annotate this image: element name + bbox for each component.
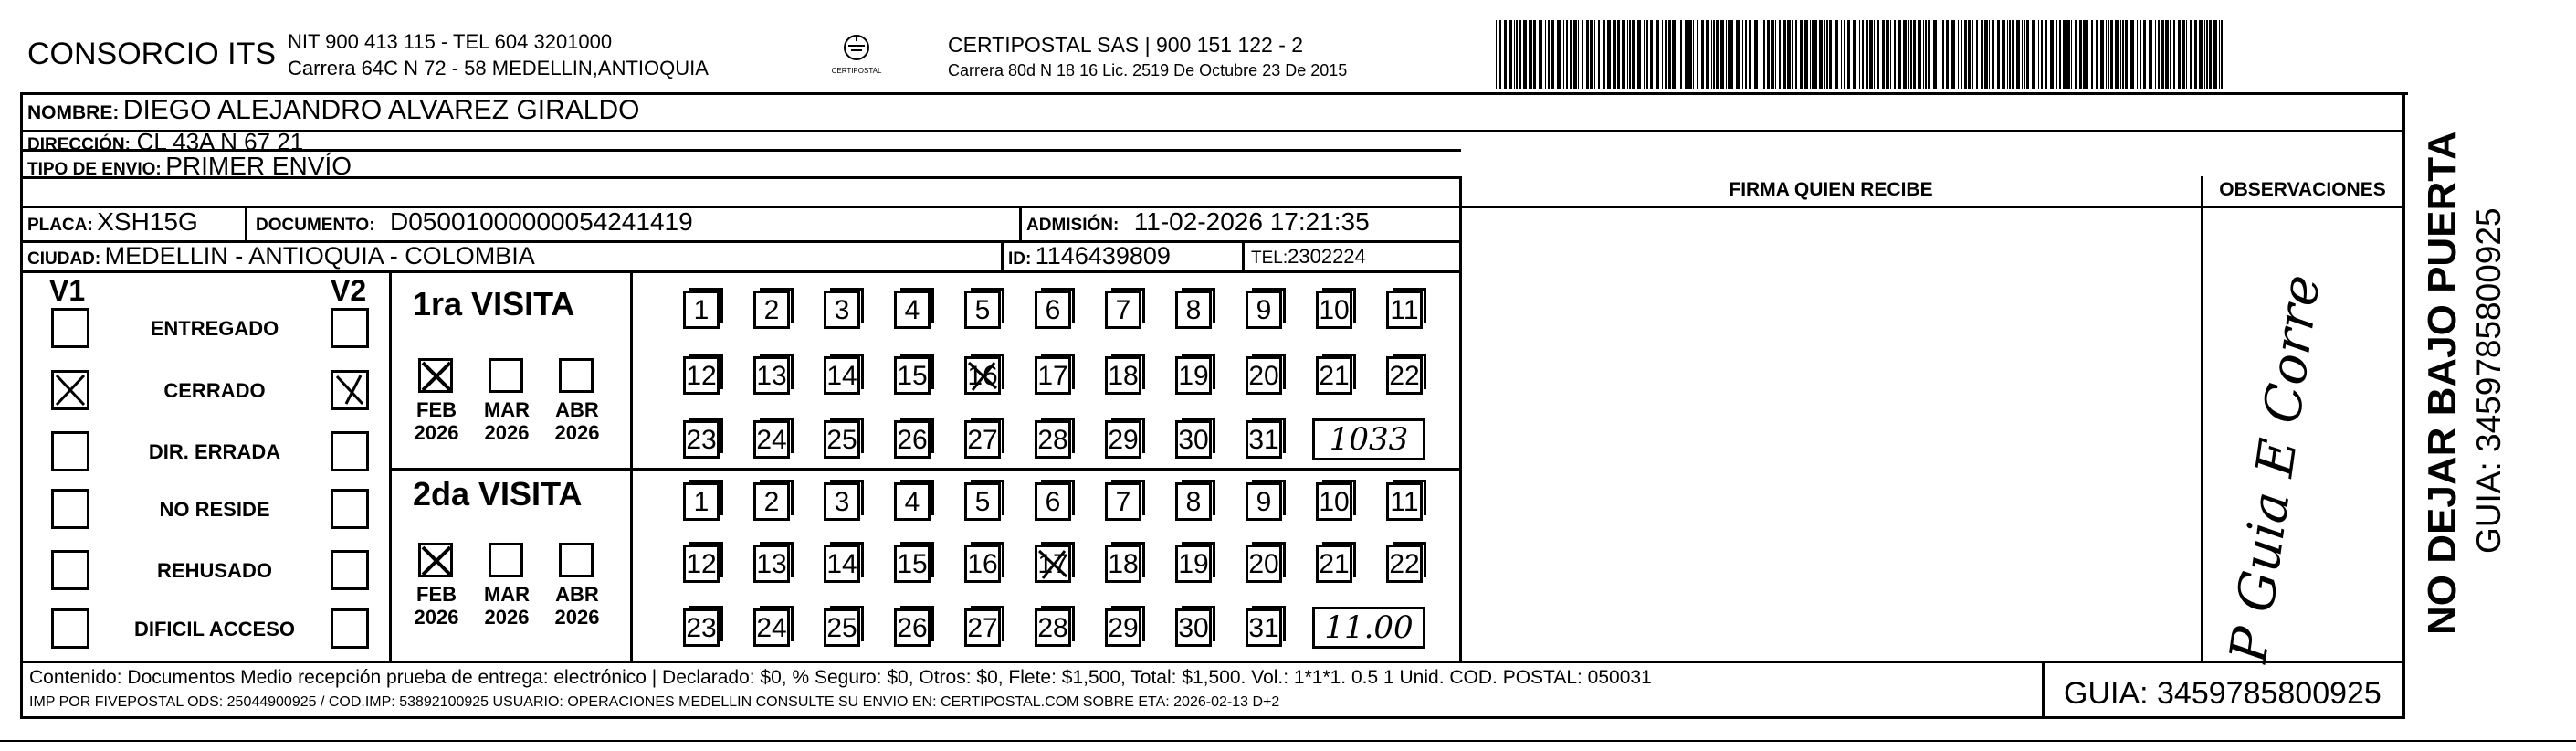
handwritten-time: 11.00 — [1324, 609, 1414, 646]
v2-checkbox[interactable] — [331, 308, 369, 348]
day-box-26[interactable] — [894, 420, 931, 459]
day-box-11[interactable] — [1386, 291, 1423, 329]
x-mark-icon — [1037, 547, 1068, 589]
day-number: 20 — [1248, 361, 1279, 391]
day-number: 28 — [1037, 613, 1068, 643]
direccion-value: CL 43A N 67 21 — [136, 128, 304, 155]
day-number: 30 — [1178, 613, 1209, 643]
month-label — [550, 398, 605, 444]
nombre-label: NOMBRE: — [27, 102, 120, 123]
documento-row — [256, 207, 693, 237]
tel-row — [1251, 245, 1366, 269]
month-label — [409, 398, 464, 444]
courier-line1: CERTIPOSTAL SAS | 900 151 122 - 2 — [948, 33, 1304, 57]
x-mark-icon — [421, 361, 452, 392]
day-box-20[interactable] — [1246, 545, 1282, 583]
day-box-6[interactable] — [1035, 482, 1071, 521]
day-box-17[interactable] — [1035, 356, 1071, 395]
day-box-8[interactable] — [1175, 482, 1212, 521]
day-number: 3 — [834, 295, 850, 325]
day-box-7[interactable] — [1105, 291, 1141, 329]
day-number: 19 — [1178, 549, 1209, 579]
courier-line2: Carrera 80d N 18 16 Lic. 2519 De Octubre 23 De 2015 — [948, 61, 1348, 79]
nombre-row — [27, 95, 640, 126]
month-checkbox-abr[interactable] — [559, 358, 594, 393]
month-year: 2026 — [484, 606, 530, 629]
company-nit: NIT 900 413 115 - TEL 604 3201000 — [288, 30, 613, 53]
day-number: 22 — [1389, 549, 1420, 579]
time-box[interactable] — [1312, 418, 1425, 460]
status-label: NO RESIDE — [159, 498, 270, 521]
certipostal-logo — [831, 33, 882, 75]
day-box-9[interactable] — [1246, 482, 1282, 521]
v1-checkbox[interactable] — [51, 489, 89, 529]
day-box-30[interactable] — [1175, 608, 1212, 647]
day-number: 20 — [1248, 549, 1279, 579]
v2-checkbox[interactable] — [331, 370, 369, 410]
certipostal-logo-icon — [840, 33, 873, 62]
day-box-9[interactable] — [1246, 291, 1282, 329]
month-checkbox-mar[interactable] — [489, 358, 523, 393]
status-label: REHUSADO — [157, 559, 272, 582]
day-number: 11 — [1390, 487, 1419, 517]
day-number: 7 — [1115, 295, 1131, 325]
ciudad-value: MEDELLIN - ANTIOQUIA - COLOMBIA — [104, 242, 535, 270]
day-number: 17 — [1037, 361, 1068, 391]
month-name: MAR — [483, 583, 531, 606]
day-number: 19 — [1178, 361, 1209, 391]
day-box-6[interactable] — [1035, 291, 1071, 329]
time-box[interactable] — [1312, 607, 1425, 649]
day-box-21[interactable] — [1316, 356, 1352, 395]
month-label — [409, 583, 464, 629]
admision-row — [1026, 207, 1370, 237]
day-number: 3 — [834, 487, 850, 517]
id-value: 1146439809 — [1035, 242, 1171, 270]
day-number: 13 — [756, 361, 787, 391]
month-year: 2026 — [554, 606, 600, 629]
day-box-25[interactable] — [824, 420, 860, 459]
placa-label: PLACA: — [27, 216, 93, 235]
logo-text: CERTIPOSTAL — [831, 67, 882, 75]
ciudad-row — [27, 242, 535, 270]
observations-handwriting: P Guia E Corre — [2219, 270, 2332, 667]
month-name: FEB — [416, 398, 457, 421]
day-number: 4 — [904, 487, 920, 517]
placa-value: XSH15G — [97, 207, 198, 236]
day-number: 1 — [693, 295, 710, 325]
day-box-22[interactable] — [1386, 356, 1423, 395]
month-name: ABR — [555, 398, 599, 421]
day-box-13[interactable] — [753, 356, 790, 395]
day-number: 10 — [1319, 295, 1350, 325]
x-mark-icon — [54, 373, 87, 407]
tipo-label: TIPO DE ENVIO: — [27, 160, 162, 179]
day-number: 8 — [1185, 295, 1202, 325]
day-box-17[interactable] — [1035, 545, 1071, 583]
day-number: 15 — [897, 549, 928, 579]
day-box-24[interactable] — [753, 420, 790, 459]
company-name: CONSORCIO ITS — [27, 37, 277, 71]
day-number: 6 — [1045, 487, 1061, 517]
day-box-26[interactable] — [894, 608, 931, 647]
day-box-14[interactable] — [824, 356, 860, 395]
day-box-30[interactable] — [1175, 420, 1212, 459]
month-label — [550, 583, 605, 629]
footer-line1: Contenido: Documentos Medio recepción prueba de entrega: electrónico | Declarado: $0, % Seguro: $0, Otros: $0, Flete: $1,500, Total: $1,500. Vol.: 1*1*1. 0.5 1 Unid. COD. POSTAL: 050031 — [29, 667, 1652, 688]
day-box-21[interactable] — [1316, 545, 1352, 583]
firma-header: FIRMA QUIEN RECIBE — [1729, 179, 1933, 200]
v2-label: V2 — [331, 274, 367, 307]
day-box-13[interactable] — [753, 545, 790, 583]
day-box-16[interactable] — [964, 545, 1001, 583]
day-box-25[interactable] — [824, 608, 860, 647]
v2-checkbox[interactable] — [331, 489, 369, 529]
day-number: 15 — [897, 361, 928, 391]
day-box-3[interactable] — [824, 291, 860, 329]
day-box-4[interactable] — [894, 482, 931, 521]
day-box-15[interactable] — [894, 545, 931, 583]
day-number: 31 — [1248, 613, 1279, 643]
day-number: 14 — [826, 549, 857, 579]
day-number: 24 — [756, 613, 787, 643]
v2-checkbox[interactable] — [331, 608, 369, 649]
day-box-31[interactable] — [1246, 608, 1282, 647]
day-number: 7 — [1115, 487, 1131, 517]
day-number: 26 — [897, 425, 928, 455]
day-box-12[interactable] — [683, 545, 720, 583]
day-box-4[interactable] — [894, 291, 931, 329]
day-box-23[interactable] — [683, 420, 720, 459]
ciudad-label: CIUDAD: — [27, 249, 101, 269]
month-checkbox-abr[interactable] — [559, 543, 594, 577]
day-box-27[interactable] — [964, 420, 1001, 459]
month-name: MAR — [483, 398, 531, 421]
check-mark-icon — [333, 373, 366, 407]
day-number: 16 — [967, 361, 998, 391]
day-number: 18 — [1108, 549, 1139, 579]
placa-row — [27, 207, 198, 237]
day-number: 29 — [1108, 613, 1139, 643]
day-box-31[interactable] — [1246, 420, 1282, 459]
day-number: 21 — [1319, 549, 1350, 579]
company-address: Carrera 64C N 72 - 58 MEDELLIN,ANTIOQUIA — [288, 57, 709, 79]
admision-value: 11-02-2026 17:21:35 — [1133, 207, 1370, 236]
status-label: DIFICIL ACCESO — [133, 618, 295, 640]
day-number: 23 — [686, 613, 717, 643]
day-number: 5 — [974, 487, 991, 517]
month-year: 2026 — [414, 606, 459, 629]
x-mark-icon — [967, 359, 998, 401]
day-box-2[interactable] — [753, 482, 790, 521]
direccion-label: DIRECCIÓN: — [27, 135, 131, 154]
day-box-1[interactable] — [683, 291, 720, 329]
day-number: 11 — [1390, 295, 1419, 325]
side-guia: GUIA: 3459785800925 — [2470, 207, 2508, 554]
day-number: 31 — [1248, 425, 1279, 455]
documento-value: D05001000000054241419 — [390, 207, 693, 236]
day-number: 23 — [686, 425, 717, 455]
month-name: ABR — [555, 583, 599, 606]
day-number: 13 — [756, 549, 787, 579]
day-box-20[interactable] — [1246, 356, 1282, 395]
day-number: 26 — [897, 613, 928, 643]
day-number: 22 — [1389, 361, 1420, 391]
day-number: 12 — [686, 549, 717, 579]
v1-checkbox[interactable] — [51, 608, 89, 649]
id-label: ID: — [1008, 249, 1032, 269]
month-year: 2026 — [484, 421, 530, 444]
footer-guia: GUIA: 3459785800925 — [2064, 676, 2381, 711]
id-row — [1008, 242, 1171, 270]
tel-value: 2302224 — [1288, 245, 1366, 268]
day-number: 4 — [904, 295, 920, 325]
day-number: 28 — [1037, 425, 1068, 455]
day-number: 21 — [1319, 361, 1350, 391]
day-box-24[interactable] — [753, 608, 790, 647]
day-box-10[interactable] — [1316, 291, 1352, 329]
day-number: 16 — [967, 549, 998, 579]
month-checkbox-feb[interactable] — [418, 543, 453, 577]
v1-checkbox[interactable] — [51, 308, 89, 348]
admision-label: ADMISIÓN: — [1026, 216, 1120, 235]
day-box-29[interactable] — [1105, 608, 1141, 647]
second-visit-title: 2da VISITA — [413, 475, 583, 513]
day-box-22[interactable] — [1386, 545, 1423, 583]
month-checkbox-feb[interactable] — [418, 358, 453, 393]
tipo-row — [27, 152, 352, 181]
barcode — [1496, 20, 2226, 89]
footer-line2: IMP POR FIVEPOSTAL ODS: 25044900925 / COD.IMP: 53892100925 USUARIO: OPERACIONES MEDELLIN CONSULTE SU ENVIO EN: CERTIPOSTAL.COM SOBRE ETA: 2026-02-13 D+2 — [29, 694, 1280, 710]
x-mark-icon — [421, 545, 452, 576]
day-box-7[interactable] — [1105, 482, 1141, 521]
month-label — [479, 583, 534, 629]
day-number: 25 — [826, 425, 857, 455]
status-label: CERRADO — [163, 379, 266, 402]
v1-label: V1 — [49, 274, 86, 307]
status-label: ENTREGADO — [150, 317, 279, 340]
day-number: 14 — [826, 361, 857, 391]
day-number: 9 — [1256, 487, 1272, 517]
day-number: 1 — [693, 487, 710, 517]
day-number: 30 — [1178, 425, 1209, 455]
day-number: 6 — [1045, 295, 1061, 325]
day-box-27[interactable] — [964, 608, 1001, 647]
month-year: 2026 — [554, 421, 600, 444]
day-box-15[interactable] — [894, 356, 931, 395]
v2-checkbox[interactable] — [331, 550, 369, 590]
v1-checkbox[interactable] — [51, 431, 89, 471]
day-box-2[interactable] — [753, 291, 790, 329]
v1-checkbox[interactable] — [51, 370, 89, 410]
status-label: DIR. ERRADA — [148, 440, 281, 463]
day-box-19[interactable] — [1175, 545, 1212, 583]
day-box-11[interactable] — [1386, 482, 1423, 521]
documento-label: DOCUMENTO: — [256, 216, 375, 235]
day-number: 10 — [1319, 487, 1350, 517]
day-number: 27 — [967, 425, 998, 455]
day-box-5[interactable] — [964, 482, 1001, 521]
day-box-28[interactable] — [1035, 420, 1071, 459]
observaciones-header: OBSERVACIONES — [2219, 179, 2386, 200]
day-number: 17 — [1037, 549, 1068, 579]
day-number: 2 — [763, 295, 780, 325]
day-box-18[interactable] — [1105, 545, 1141, 583]
day-number: 25 — [826, 613, 857, 643]
day-box-10[interactable] — [1316, 482, 1352, 521]
v1-checkbox[interactable] — [51, 550, 89, 590]
handwritten-time: 1033 — [1329, 421, 1409, 458]
day-box-19[interactable] — [1175, 356, 1212, 395]
day-number: 29 — [1108, 425, 1139, 455]
tel-label: TEL: — [1251, 249, 1288, 268]
day-box-3[interactable] — [824, 482, 860, 521]
day-box-23[interactable] — [683, 608, 720, 647]
month-year: 2026 — [414, 421, 459, 444]
day-box-1[interactable] — [683, 482, 720, 521]
month-label — [479, 398, 534, 444]
day-box-8[interactable] — [1175, 291, 1212, 329]
day-number: 12 — [686, 361, 717, 391]
v2-checkbox[interactable] — [331, 431, 369, 471]
day-box-28[interactable] — [1035, 608, 1071, 647]
day-number: 27 — [967, 613, 998, 643]
no-dejar-bajo-puerta: NO DEJAR BAJO PUERTA — [2420, 131, 2465, 635]
day-number: 24 — [756, 425, 787, 455]
month-name: FEB — [416, 583, 457, 606]
day-number: 8 — [1185, 487, 1202, 517]
month-checkbox-mar[interactable] — [489, 543, 523, 577]
day-number: 2 — [763, 487, 780, 517]
day-box-29[interactable] — [1105, 420, 1141, 459]
day-box-5[interactable] — [964, 291, 1001, 329]
day-box-14[interactable] — [824, 545, 860, 583]
day-number: 18 — [1108, 361, 1139, 391]
tipo-value: PRIMER ENVÍO — [165, 152, 352, 180]
nombre-value: DIEGO ALEJANDRO ALVAREZ GIRALDO — [122, 95, 640, 125]
day-box-18[interactable] — [1105, 356, 1141, 395]
day-number: 9 — [1256, 295, 1272, 325]
day-box-16[interactable] — [964, 356, 1001, 395]
day-number: 5 — [974, 295, 991, 325]
first-visit-title: 1ra VISITA — [413, 285, 575, 323]
day-box-12[interactable] — [683, 356, 720, 395]
